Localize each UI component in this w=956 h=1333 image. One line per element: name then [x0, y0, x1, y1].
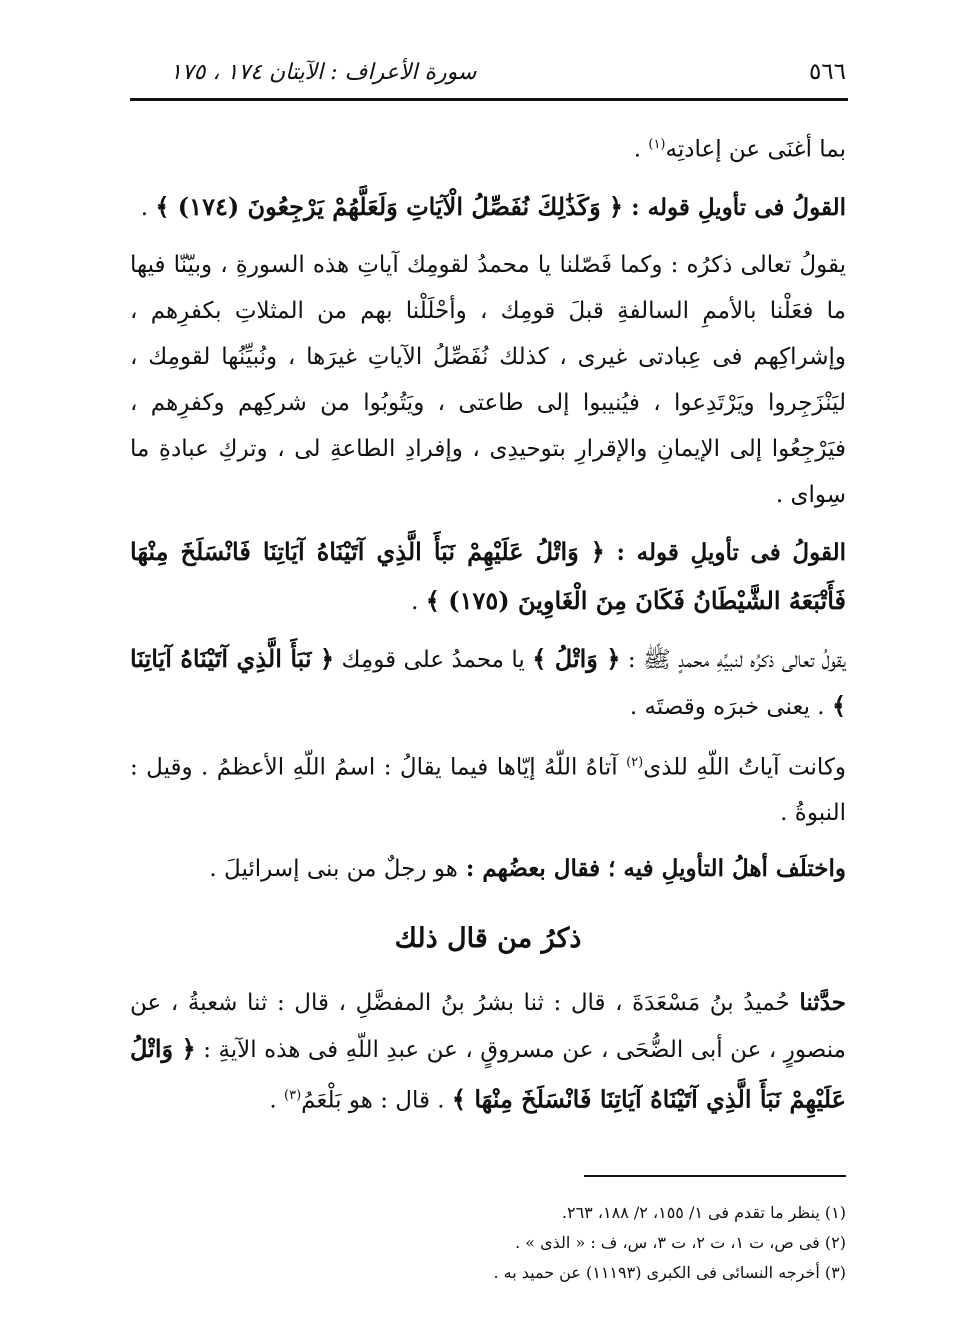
commentary-paragraph	[130, 846, 846, 892]
heading-end: .	[140, 194, 156, 221]
paragraph-text: آتاهُ اللّهُ إيّاها فيما يقالُ : اسمُ اللّهِ الأعظمُ . وقيل : النبوةُ .	[130, 754, 846, 827]
commentary-paragraph	[130, 740, 846, 837]
page-body	[130, 122, 846, 1134]
heading-lead: القولُ فى تأويلِ قوله :	[623, 193, 846, 221]
paragraph-text: حُميدُ بنُ مَسْعَدَةَ ، قال : ثنا بشرُ بنُ المفضَّلِ ، قال : ثنا شعبةُ ، عن منصورٍ ، عن أبى الضُّحَى ، عن مسروقٍ ، عن عبدِ اللّهِ فى هذه الآيةِ :	[130, 990, 846, 1064]
commentary-paragraph: يقولُ تعالى ذكرُه : وكما فَصّلنا يا محمدُ لقومِك آياتِ هذه السورةِ ، وبيّنّا فيها ما فعَلْنا بالأممِ السالفةِ قبلَ قومِك ، وأحْلَلْنا بهم من المثلاتِ بكفرِهم ، وإشراكِهم فى عِبادتى غيرى ، كذلك نُفَصِّلُ الآياتِ غيرَها ، ونُبيِّنُها لقومِك ، ليَنْزَجِروا ويَرْتَدِعوا ، فيُنيبوا إلى طاعتى ، ويَتُوبُوا من شركِهم وكفرِهم ، فيَرْجِعُوا إلى الإيمانِ والإقرارِ بتوحيدِى ، وإفرادِ الطاعةِ لى ، وتركِ عبادةِ ما سِواى .	[130, 251, 846, 508]
header-rule	[130, 98, 848, 101]
quran-quote: ﴿ وَاتْلُ ﴾	[532, 643, 621, 673]
hadith-paragraph	[130, 980, 846, 1124]
page-number: ٥٦٦	[808, 59, 846, 85]
footnote-marker: (٣)	[284, 1088, 302, 1104]
paragraph-text: يقولُ تعالى ذكرُه لنبيِّهِ محمدٍ ﷺ :	[620, 646, 846, 673]
footnote-1: (١) ينظر ما تقدم فى ١/ ١٥٥، ٢/ ١٨٨، ٢٦٣.	[561, 1203, 846, 1222]
verse-heading-174	[130, 183, 846, 232]
paragraph-text: وكانت آياتُ اللّهِ للذى	[643, 754, 847, 781]
paragraph-text: . قال : هو بَلْعَمُ	[301, 1087, 452, 1114]
quran-verse: ﴿ وَكَذَٰلِكَ نُفَصِّلُ الْآيَاتِ وَلَعَلَّهُمْ يَرْجِعُونَ (١٧٤) ﴾	[155, 191, 624, 221]
running-title: سورة الأعراف : الآيتان ١٧٤ ، ١٧٥	[170, 59, 477, 85]
paragraph-bold-text: واختلَف أهلُ التأويلِ فيه ؛ فقال بعضُهم :	[457, 855, 846, 883]
paragraph-text: يا محمدُ على قومِك	[334, 646, 533, 673]
section-title: ذكرُ من قال ذلك	[394, 923, 582, 955]
footnote-2: (٢) فى ص، ت ١، ت ٢، ت ٣، س، ف : « الذى » .	[515, 1233, 846, 1252]
commentary-paragraph	[130, 636, 846, 730]
heading-end: .	[411, 588, 426, 615]
page-header	[130, 50, 846, 94]
paragraph-end: .	[269, 1087, 284, 1114]
paragraph-continuation	[130, 122, 846, 173]
footnote-separator	[584, 1175, 846, 1177]
quran-quote: ﴿ نَبَأَ الَّذِي آتَيْنَاهُ آيَاتِنَا ﴾	[130, 643, 846, 720]
footnote-3: (٣) أخرجه النسائى فى الكبرى (١١١٩٣) عن حميد به .	[493, 1263, 846, 1282]
paragraph-text: هو رجلٌ من بنى إسرائيلَ .	[209, 856, 458, 883]
footnotes	[130, 1198, 846, 1288]
quran-quote: ﴿ وَاتْلُ عَلَيْهِمْ نَبَأَ الَّذِي آتَيْنَاهُ آيَاتِنَا فَانْسَلَخَ مِنْهَا ﴾	[130, 1034, 846, 1114]
paragraph-end: .	[633, 136, 649, 163]
footnote-marker: (٢)	[626, 754, 644, 770]
verse-heading-175	[130, 528, 846, 626]
narration-lead: حدَّثنا	[799, 989, 846, 1017]
heading-lead: القولُ فى تأويلِ قوله :	[604, 538, 846, 566]
quran-verse: ﴿ وَاتْلُ عَلَيْهِمْ نَبَأَ الَّذِي آتَيْنَاهُ آيَاتِنَا فَانْسَلَخَ مِنْهَا فَأَتْبَعَهُ الشَّيْطَانُ فَكَانَ مِنَ الْغَاوِينَ (١٧٥) ﴾	[130, 536, 846, 615]
paragraph-text: بما أغنَى عن إعادتِه	[665, 136, 846, 163]
footnote-marker: (١)	[648, 137, 666, 152]
paragraph-text: . يعنى خبرَه وقصتَه .	[629, 693, 832, 720]
